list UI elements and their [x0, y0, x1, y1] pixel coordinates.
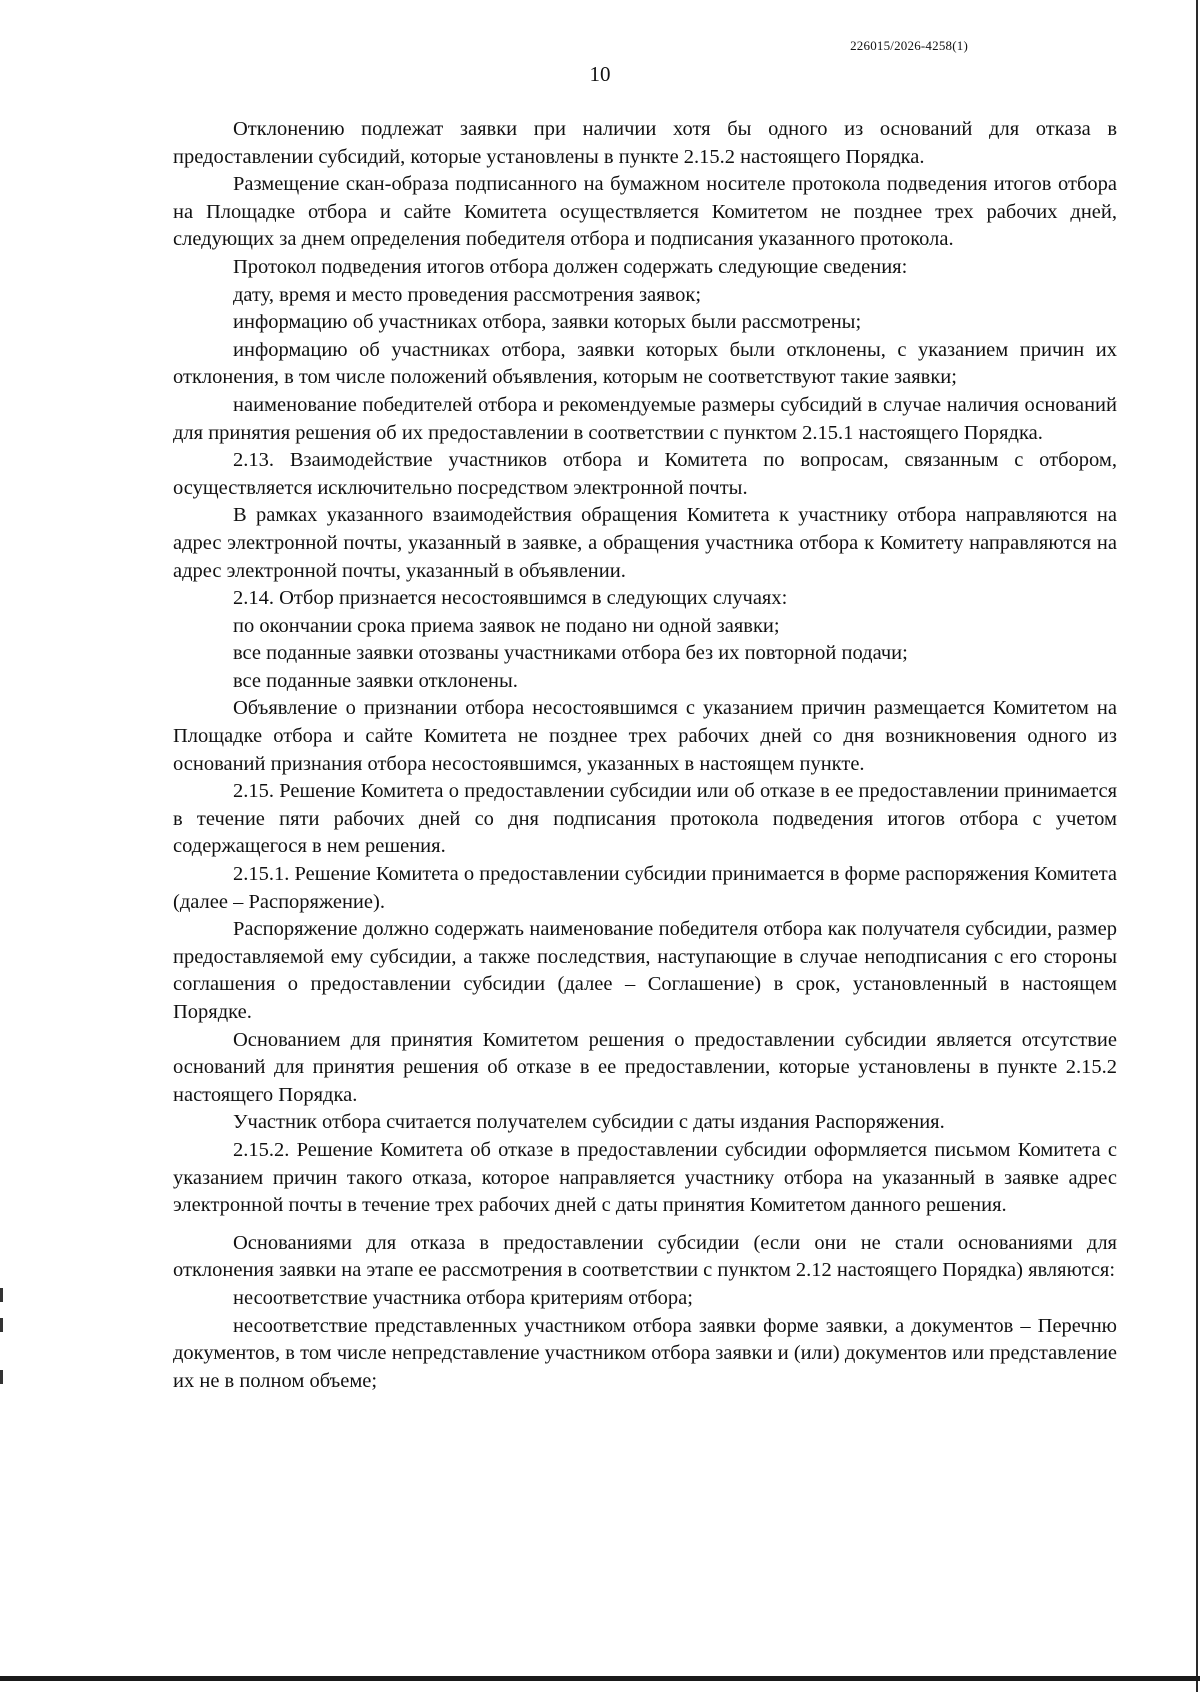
list-item: несоответствие участника отбора критериям отбора;	[233, 1286, 693, 1309]
scan-mark	[0, 1318, 3, 1332]
list-item: несоответствие представленных участником отбора заявки форме заявки, а документов – Перечню документов, в том числе непредставление участником отбора заявки и (или) документов или представление их не в полном объеме;	[173, 1314, 1117, 1392]
list-item: информацию об участниках отбора, заявки которых были рассмотрены;	[233, 311, 862, 334]
paragraph: Отклонению подлежат заявки при наличии хотя бы одного из оснований для отказа в предоставлении субсидий, которые установлены в пункте 2.15.2 настоящего Порядка.	[173, 118, 1117, 168]
paragraph: 2.14. Отбор признается несостоявшимся в следующих случаях:	[233, 587, 788, 610]
paragraph: В рамках указанного взаимодействия обращения Комитета к участнику отбора направляются на адрес электронной почты, указанный в заявке, а обращения участника отбора к Комитету направляются на адрес электронной почты, указанный в объявлении.	[173, 504, 1117, 582]
document-registration-number: 226015/2026-4258(1)	[850, 38, 968, 53]
paragraph: 2.13. Взаимодействие участников отбора и Комитета по вопросам, связанным с отбором, осуществляется исключительно посредством электронной почты.	[173, 449, 1117, 499]
paragraph: 2.15.1. Решение Комитета о предоставлении субсидии принимается в форме распоряжения Комитета (далее – Распоряжение).	[173, 863, 1117, 913]
list-item: дату, время и место проведения рассмотрения заявок;	[233, 283, 702, 306]
paragraph: Размещение скан-образа подписанного на бумажном носителе протокола подведения итогов отбора на Площадке отбора и сайте Комитета осуществляется Комитетом не позднее трех рабочих дней, следующих за днем определения победителя отбора и подписания указанного протокола.	[173, 173, 1117, 251]
page-number: 10	[589, 62, 611, 86]
paragraph: Участник отбора считается получателем субсидии с даты издания Распоряжения.	[233, 1111, 945, 1134]
list-item: наименование победителей отбора и рекомендуемые размеры субсидий в случае наличия оснований для принятия решения об их предоставлении в соответствии с пунктом 2.15.1 настоящего Порядка.	[173, 393, 1117, 444]
paragraph: Распоряжение должно содержать наименование победителя отбора как получателя субсидии, размер предоставляемой ему субсидии, а также последствия, наступающие в случае неподписания с его стороны соглашения о предоставлении субсидии (далее – Соглашение) в срок, установленный в настоящем Порядке.	[173, 918, 1117, 1023]
paragraph: 2.15.2. Решение Комитета об отказе в предоставлении субсидии оформляется письмом Комитета с указанием причин такого отказа, которое направляется участнику отбора на указанный в заявке адрес электронной почты в течение трех рабочих дней с даты принятия Комитетом данного решения.	[173, 1138, 1117, 1217]
scan-edge-right	[1196, 0, 1198, 1692]
paragraph: Протокол подведения итогов отбора должен содержать следующие сведения:	[233, 255, 908, 278]
document-body	[173, 116, 1117, 1395]
list-item: по окончании срока приема заявок не подано ни одной заявки;	[233, 614, 780, 637]
paragraph: Объявление о признании отбора несостоявшимся с указанием причин размещается Комитетом на Площадке отбора и сайте Комитета не позднее трех рабочих дней со дня возникновения одного из оснований признания отбора несостоявшимся, указанных в настоящем пункте.	[173, 697, 1117, 775]
paragraph: Основанием для принятия Комитетом решения о предоставлении субсидии является отсутствие оснований для принятия решения об отказе в ее предоставлении, которые установлены в пункте 2.15.2 настоящего Порядка.	[173, 1028, 1117, 1106]
scan-mark	[0, 1370, 3, 1384]
scan-edge-bottom	[0, 1676, 1200, 1681]
paragraph: Основаниями для отказа в предоставлении субсидии (если они не стали основаниями для отклонения заявки на этапе ее рассмотрения в соответствии с пунктом 2.12 настоящего Порядка) являются:	[173, 1231, 1117, 1282]
scan-mark	[0, 1288, 3, 1302]
list-item: все поданные заявки отозваны участниками отбора без их повторной подачи;	[233, 642, 908, 665]
list-item: информацию об участниках отбора, заявки которых были отклонены, с указанием причин их отклонения, в том числе положений объявления, которым не соответствуют такие заявки;	[173, 338, 1117, 389]
list-item: все поданные заявки отклонены.	[233, 669, 518, 692]
paragraph: 2.15. Решение Комитета о предоставлении субсидии или об отказе в ее предоставлении принимается в течение пяти рабочих дней со дня подписания протокола подведения итогов отбора с учетом содержащегося в нем решения.	[173, 780, 1117, 858]
